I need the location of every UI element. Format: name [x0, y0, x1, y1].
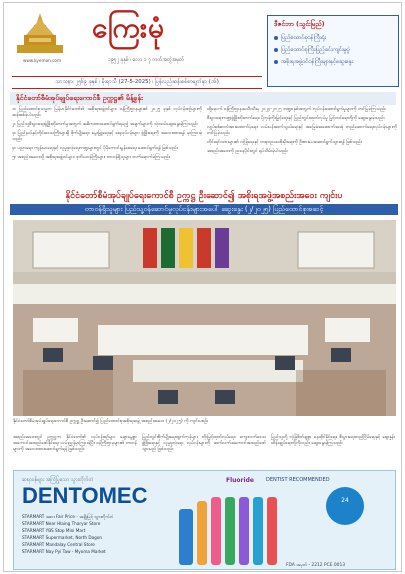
section-heading: နိုင်ငံတော်စီမံအုပ်ချုပ်ရေးကောင်စီ ဥက္ကဋ္ဌ၏ မိန့်ခွန်း [10, 92, 396, 105]
product-badge [326, 487, 364, 525]
meeting-photo [13, 220, 396, 416]
highlights-box [267, 15, 399, 87]
paragraph: လျှပ်စစ်ဓာတ်အားထောက်ပံ့ရေး၊ လမ်းပန်းဆက်သွယ်ရေးနှင့် အခြေခံအဆောက်အအုံ တည်ဆောက်ရေးလုပ်ငန်းများကို တင်ပြခဲ့သည်။ [207, 125, 397, 136]
lower-column-1 [13, 435, 137, 456]
fda-number: FDA အမှတ် - 2212 PCE 0013 [286, 563, 346, 568]
bullet-icon [274, 36, 278, 40]
highlight-item: ပြည်ထောင်စုဝန်ကြီးရုံး [274, 33, 392, 42]
ad-line: STARMART Near Hlaing Tharyar Store [22, 521, 101, 526]
ad-line: STARMART Mandalay Central Store [22, 542, 95, 547]
dateline: သာသနာ၊ ၂၅၆၉ ခုနှစ် ၊ မိုးရာသီ (27-5-2025) ၊ ပြန်လည်ဆန်းစစ်စာမျက်နှာ (၁၆) [12, 76, 262, 89]
site-url: www.kyemon.com [22, 58, 62, 63]
paragraph: အစည်းအဝေးကို ညနေပိုင်းတွင် ရုပ်သိမ်းခဲ့ပါသည်။ [207, 149, 289, 154]
paragraph: စီးပွားရေးကဏ္ဍဖွံ့ဖြိုးတိုးတက်ရေး၊ ပို့ကုန်တိုးမြှင့်ရေးနှင့် ပြည်တွင်းထုတ်လုပ်မှု မြှင့်တင်ရေးတို့ကို ဆွေးနွေးခဲ့သည်။ [207, 116, 385, 121]
ad-brand-name: DENTOMEC [22, 483, 148, 508]
paragraph: ၂။ ပြည်သူ့စီးပွားရေးဖွံ့ဖြိုးတိုးတက်မှုအတွက် အဓိကထားဆောင်ရွက်ရမည့် အချက်များကို သုံးသပ်ဆွေးနွေးခဲ့ကြသည်။ [12, 122, 198, 127]
ad-line: STARMART Supermarket, North Dagon [22, 535, 103, 540]
ad-dentist-label: DENTIST RECOMMENDED [266, 477, 330, 483]
lower-column-2 [142, 435, 266, 456]
sub-headline: တာဝန်ရှိသူများ ပြည်သူ့ဝန်ဆောင်မှုလုပ်ငန်းများအပေါ် ဆွေးနွေး (၂/၂၀၂၅) ပြည်ထောင်စုအဆင့် [10, 204, 398, 215]
newspaper-page [3, 2, 402, 572]
paragraph: ၁။ ပြည်ထောင်စုသမ္မတ မြန်မာနိုင်ငံတော်၏ အစိုးရအဖွဲ့ဝင်များ၊ ဝန်ကြီးဌာနများ၏ ၂၀၂၅ ခုနှစ် လုပ်ငန်းစဉ်များကို ဆန်းစစ်ခဲ့ပါသည်။ [12, 107, 202, 118]
newspaper-title: ကြေးမုံ [92, 11, 165, 44]
masthead [4, 3, 401, 89]
lower-column-3 [271, 435, 395, 450]
paragraph: ၅။ အစည်းအဝေးသို့ အစိုးရအဖွဲ့ဝင်များ၊ ဒုတိယဝန်ကြီးများ၊ တာဝန်ရှိသူများ တက်ရောက်ခဲ့ကြသည်။ [12, 155, 171, 160]
paragraph: ထို့နောက် ဝန်ကြီးဌာနအသီးသီးမှ ၂၀၂၄-၂၀၂၅ ဘဏ္ဍာနှစ်အတွက် လုပ်ငန်းဆောင်ရွက်မှုများကို တင်ပြခဲ့ကြသည်။ [207, 107, 387, 112]
paragraph: အစည်းအဝေးတွင် ဥက္ကဋ္ဌက နိုင်ငံတော်၏ လုပ်ငန်းစဉ်များ ချောမွေ့စွာ အကောင်အထည်ဖော်နိုင်ရေး လမ်းညွှန်မှာကြားခဲ့ပြီး ဝန်ကြီးဌာနများ၏ တာဝန်များကို အလေးထားဆောင်ရွက်ရန် ဖြစ်သည်။ [13, 435, 137, 452]
ad-line: STARMART အစား Fair Price - အချိုးမြင့် သွားတိုက်တံ [22, 514, 114, 519]
paragraph: ၄။ ပညာရေး၊ ကျန်းမာရေးနှင့် လူမှုဖူလုံရေးကဏ္ဍများတွင် ပိုမိုကောင်းမွန်စေရေး ဆောင်ရွက်ရန် ဖြစ်သည်။ [12, 146, 179, 151]
column-right [207, 107, 397, 158]
pagoda-logo-icon [16, 11, 64, 55]
highlight-item: ပြည်ထောင်စုကြီးပြည့်ခင်းကျင်းမှုပွဲ [274, 45, 392, 54]
ad-line: STARMART Nay Pyi Taw - Myoma Market [22, 549, 106, 554]
bullet-icon [274, 60, 278, 64]
main-headline: နိုင်ငံတော်စီမံအုပ်ချုပ်ရေးကောင်စီ ဥက္ကဋ္ဌ ဦးဆောင်၍ အစိုးရအဖွဲ့အစည်းအဝေး ကျင်းပ [65, 191, 343, 201]
toothbrush-image [179, 489, 297, 569]
ad-fluoride-label: Fluoride [226, 477, 254, 484]
paragraph: ပြည်သူတို့ လုံခြုံစိတ်ချစွာ နေထိုင်နိုင်ရေး၊ စီးပွားရေးတည်ငြိမ်ရေးနှင့် ဈေးနှုန်းထိန်းချုပ်ရေးတို့ကိုလည်း ဆွေးနွေးခဲ့ကြသည်။ [271, 435, 395, 446]
bullet-icon [274, 48, 278, 52]
badge-number: 24 [341, 497, 349, 504]
paragraph: ပြည်တွင်းစိုက်ပျိုးရေးထွက်ကုန်များ တိုးမြှင့်ထုတ်လုပ်ရေး၊ ကျေးလက်ဒေသ ဖွံ့ဖြိုးရေးနှင့် လူမှုဖူလုံရေး လုပ်ငန်းများကို ဆက်လက်အကောင်အထည်ဖော်သွားမည် ဖြစ်သည်။ [142, 435, 266, 452]
column-left [12, 107, 202, 164]
advertisement [13, 470, 396, 570]
volume-info: ၁၉၅၂ ခုနှစ် ၊ လော ၁ ၇ ကတ်အတွဲအမှတ် [108, 57, 185, 63]
highlight-item: အစိုးရအဖွဲ့ဝင်ဝန်ကြီးများနှင့်ဆွေးနွေး [274, 57, 392, 66]
photo-caption: နိုင်ငံတော်စီမံအုပ်ချုပ်ရေးကောင်စီ ဥက္ကဋ္ဌ ဦးဆောင်၍ ပြည်ထောင်စုအစိုးရအဖွဲ့ အစည်းအဝေး (၂/၂၀၂၅) ကို ကျင်းပစဉ်။ [13, 419, 209, 424]
ad-line: STARMART YBS Stop Mini Mart [22, 528, 86, 533]
ad-tagline: ဆရာဝန်များ အကြံပြုသော သွားတိုက်တံ [22, 477, 94, 483]
paragraph: တိုင်းရင်းသားများ၏ လုံခြုံရေးနှင့် တရားဥပဒေစိုးမိုးရေးကို ဦးစားပေးဆောင်ရွက်သွားရန် ဖြစ်သည်။ [207, 140, 363, 145]
paragraph: ၃။ ပြည်နယ်နှင့်တိုင်းဒေသကြီးများရှိ စိုက်ပျိုးရေး၊ မွေးမြူရေးနှင့် ရေလုပ်ငန်းများ ဖွံ့ဖြိုးရေးကို အလေးထားရန် မှာကြားခဲ့သည်။ [12, 131, 202, 142]
highlights-title: ဒီဇင်ဘာ (သွင်းမြည်) [274, 20, 325, 28]
